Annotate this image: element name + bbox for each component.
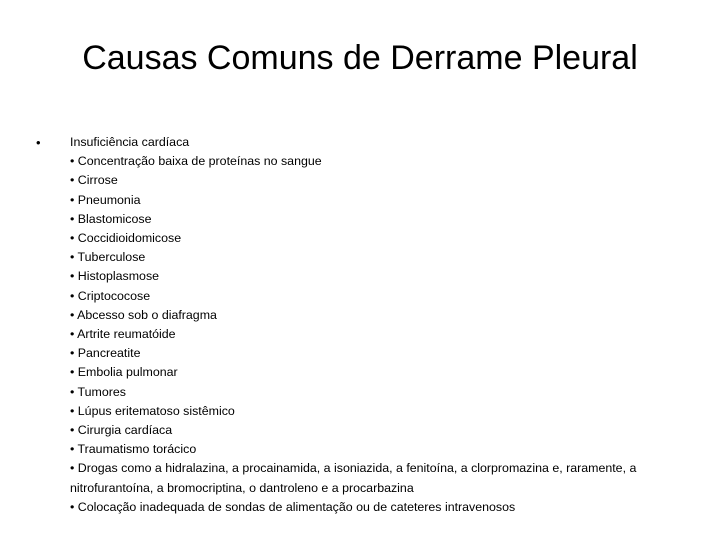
bullet-list — [70, 133, 680, 517]
list-item: • Criptococose — [70, 288, 151, 303]
list-item: • Pneumonia — [70, 192, 141, 207]
list-item: • Concentração baixa de proteínas no sangue — [70, 154, 322, 169]
list-item: • Artrite reumatóide — [70, 327, 176, 342]
bullet-marker: • — [36, 135, 41, 150]
list-item: • Embolia pulmonar — [70, 365, 178, 380]
list-item: • Cirurgia cardíaca — [70, 423, 173, 438]
list-item: • Lúpus eritematoso sistêmico — [70, 403, 235, 418]
list-item: Insuficiência cardíaca — [70, 135, 190, 149]
list-item: • Traumatismo torácico — [70, 442, 197, 457]
slide-title: Causas Comuns de Derrame Pleural — [82, 39, 638, 77]
list-item: • Coccidioidomicose — [70, 231, 182, 246]
list-item: • Colocação inadequada de sondas de alimentação ou de cateteres intravenosos — [70, 499, 516, 514]
list-item: • Drogas como a hidralazina, a procainamida, a isoniazida, a fenitoína, a clorpromazina e, raramente, a nitrofurantoína, a bromocriptina, o dantroleno e a procarbazina — [70, 461, 637, 495]
list-item: • Abcesso sob o diafragma — [70, 307, 217, 322]
list-item: • Tuberculose — [70, 250, 146, 265]
list-item: • Cirrose — [70, 173, 118, 188]
list-item: • Tumores — [70, 384, 126, 399]
list-item: • Blastomicose — [70, 211, 152, 226]
list-item: • Pancreatite — [70, 346, 141, 361]
list-item: • Histoplasmose — [70, 269, 160, 284]
